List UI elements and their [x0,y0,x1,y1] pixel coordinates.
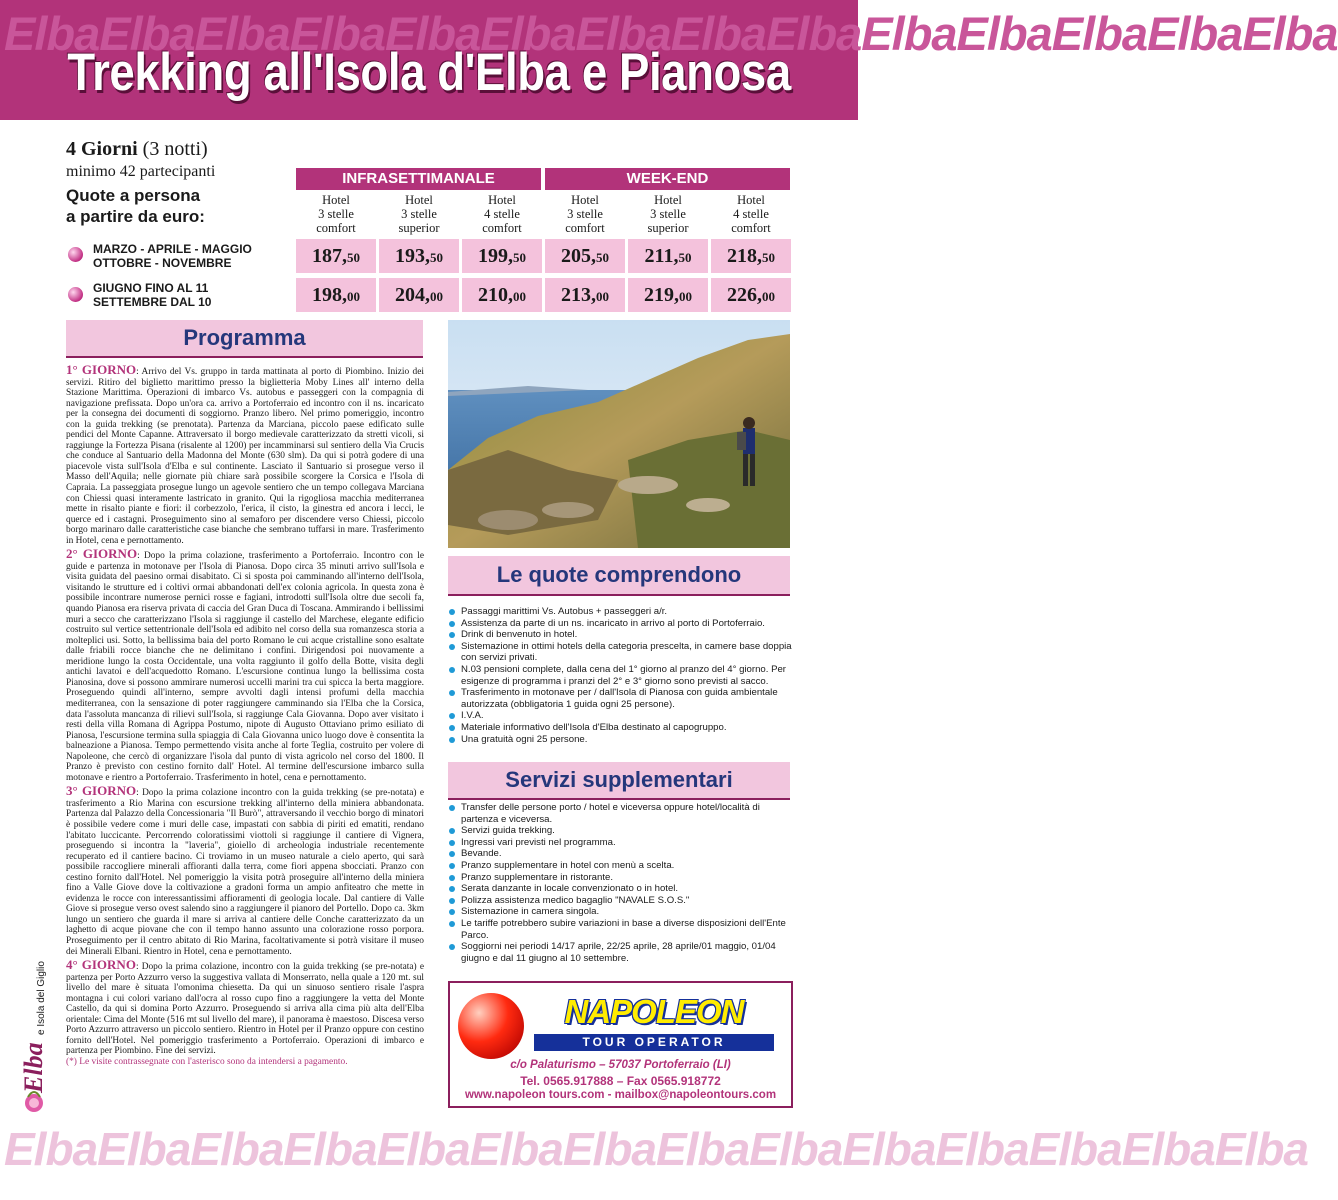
price-cell: 211,50 [628,239,708,273]
list-item: Polizza assistenza medico bagaglio "NAVALE S.O.S." [449,895,793,907]
list-item: Serata danzante in locale convenzionato o in hotel. [449,883,793,895]
day-paragraph: 4° GIORNO: Dopo la prima colazione, incontro con la guida trekking (se pre-notata) e partenza per Porto Azzurro verso la suggestiva vallata di Monserrato, nella quale a 120 mt. sul livello del mare è situata l'omonima chiesetta. Da qui un sinuoso sentiero risale l'aspra montagna i cui colori variano dall'ocra al rosso cupo fino a raggiungere la vetta del Monte Castello, da qui si domina Porto Azzurro. Proseguendo si arriva alla cima più alta dell'Elba orientale: Cima del Monte (516 mt sul livello del mare), il panorama è maestoso. Discesa verso Porto Azzurro attraverso un piccolo sentiero. Rientro in Hotel per il Pranzo oppure con cestino fornito dell'Hotel. Nel pomeriggio trasferimento a Portoferraio. Operazioni di imbarco e partenza per Piombino. Fine dei servizi. (*) Le visite contrassegnate con l'asterisco sono da intendersi a pagamento. [66,957,424,1067]
price-cell: 205,50 [545,239,625,273]
header-banner [0,0,1338,120]
column-header: Hotel 3 stelle superior [647,193,689,235]
list-item: Materiale informativo dell'Isola d'Elba destinato al capogruppo. [449,722,793,734]
list-item: Ingressi vari previsti nel programma. [449,837,793,849]
list-item: Pranzo supplementare in hotel con menù a scelta. [449,860,793,872]
day-paragraph: 3° GIORNO: Dopo la prima colazione incontro con la guida trekking (se pre-notata) e trasferimento a Rio Marina con escursione trekking all'interno della miniera abbandonata. Partenza dal Palazzo della Concessionaria "Il Burò", attraversando il vecchio borgo di minatori è possibile vedere come i muri delle case, impastati con sabbia di piriti ed ematiti, rendano l'abitato luccicante. Percorrendo coloratissimi viottoli si raggiunge il cantiere di Vignera, proseguendo si incontra la "laveria", gioiello di archeologia industriale recentemente recuperato ed il cantiere bacino. Ci troviamo in un museo naturale a cielo aperto, qui sarà possibile raccogliere minerali affioranti dalla terra, come fiori appena sbocciati. Pranzo con cestino fornito dall'Hotel. Nel pomeriggio la visita potrà proseguire all'interno della miniera fino a Valle Giove dove la coltivazione a gradoni forma un ampio anfiteatro che mette in evidenza le rocce con interessantissimi affioramenti di geologia locale. Dal cantiere di Valle Giove si prosegue verso ovest salendo sino a raggiungere il pianoro del Portello. Dopo ca. 3km lungo un sentiero che guarda il mare si arriva al cantiere delle Conche caratterizzato da un laghetto di acque piovane che con il tempo hanno assunto una colorazione rosso porpora. Proseguimento per il centro abitato di Rio Marina, facoltativamente si potrà visitare il museo dei Minerali Elbani. Rientro in Hotel, cena e pernottamento. [66,783,424,957]
price-cell: 213,00 [545,278,625,312]
elba-logo-main: Elba [19,1042,48,1093]
programma-text [66,362,425,1071]
list-item: Servizi guida trekking. [449,825,793,837]
list-item: N.03 pensioni complete, dalla cena del 1° giorno al pranzo del 4° giorno. Per esigenze di programma i pranzi del 2° e 3° giorno sono previsti al sacco. [449,664,793,687]
min-participants: minimo 42 partecipanti [66,163,216,180]
tour-operator-box [448,981,793,1108]
elba-logo [20,915,64,1115]
list-item: Transfer delle persone porto / hotel e viceversa oppure hotel/località di partenza e viceversa. [449,802,793,825]
day-paragraph: 1° GIORNO: Arrivo del Vs. gruppo in tarda mattinata al porto di Piombino. Inizio dei servizi. Ritiro del biglietto marittimo presso la biglietteria Moby Lines all' interno della Stazione Marittima. Operazioni di imbarco Vs. autobus e passeggeri con la compagnia di navigazione prefissata. Dopo un'ora ca. arrivo a Portoferraio ed incontro con il ns. incaricato per la consegna dei documenti di soggiorno. Pranzo libero. Nel primo pomeriggio, incontro con la guida trekking (se prenotata). Partenza da Marciana, piccolo paese edificato sulle pendici del Monte Capanne. Attraversato il borgo medievale caratterizzato da stretti vicoli, si raggiunge la Fortezza Pisana (risalente al 1200) per incamminarsi sul sentiero della Via Crucis che conduce al Santuario della Madonna del Monte (630 slm). Da qui si potrà godere di una piacevole vista sull'Isola d'Elba e sul continente. Lasciato il Santuario si prosegue verso il Masso dell'Aquila; nelle giornate più chiare sarà possibile scorgere la Corsica e l'Isola di Capraia. La passeggiata prosegue lungo un agevole sentiero che un tempo collegava Marciana con Chiessi quasi interamente lastricato in granito. Qui la rigogliosa macchia mediterranea mette in risalto piante e fiori: il corbezzolo, l'erica, il cisto, la ginestra ed ancora i lecci, le querce ed i castagni. Proseguimento sino al semaforo per discendere verso Chiessi, piccolo borgo marinaro dalle caratteristiche case bianche che sembrano tuffarsi in mare. Trasferimento in Hotel, cena e pernottamento. [66,362,424,546]
column-header: Hotel 4 stelle comfort [731,193,771,235]
column-header: Hotel 4 stelle comfort [482,193,522,235]
footer-background-text: ElbaElbaElbaElbaElbaElbaElbaElbaElbaElbaElbaElbaElbaElba [4,1123,1309,1175]
list-item: Passaggi marittimi Vs. Autobus + passeggeri a/r. [449,606,793,618]
list-item: Le tariffe potrebbero subire variazioni in base a diverse disposizioni dell'Ente Parco. [449,918,793,941]
page-title: Trekking all'Isola d'Elba e Pianosa [67,43,791,102]
elba-logo-sub: e Isola del Giglio [36,961,47,1035]
price-cell: 193,50 [379,239,459,273]
bullet-ball-icon [68,247,83,262]
column-header: Hotel 3 stelle comfort [316,193,356,235]
day-heading: 1° GIORNO [66,362,137,377]
nights-label: (3 notti) [142,138,208,160]
price-cell: 210,00 [462,278,542,312]
duration [66,138,208,161]
list-item: Trasferimento in motonave per / dall'Isola di Pianosa con guida ambientale autorizzata (obbligatoria 1 guida ogni 25 persone). [449,687,793,710]
operator-name: NAPOLEON [564,993,744,1030]
quote-heading [66,185,205,227]
section-heading-quote-comprendono: Le quote comprendono [448,556,790,596]
list-item: Assistenza da parte di un ns. incaricato in arrivo al porto di Portoferraio. [449,618,793,630]
operator-web[interactable]: www.napoleon tours.com - mailbox@napoleontours.com [464,1089,777,1101]
price-cell: 219,00 [628,278,708,312]
price-cell: 199,50 [462,239,542,273]
price-cell: 198,00 [296,278,376,312]
day-heading: 2° GIORNO [66,546,138,562]
header-background-text: ElbaElbaElbaElbaElbaElbaElbaElbaElbaElbaElbaElbaElbaElba [4,7,1338,60]
price-cell: 187,50 [296,239,376,273]
list-item: Sistemazione in ottimi hotels della categoria prescelta, in camere base doppia con servizi privati. [449,641,793,664]
red-sphere-logo-icon [458,993,524,1059]
list-item: Bevande. [449,848,793,860]
operator-address: c/o Palaturismo – 57037 Portoferraio (LI) [510,1059,731,1071]
quote-line-1: Quote a persona [66,186,201,205]
section-heading-servizi-supplementari: Servizi supplementari [448,762,790,800]
column-header: Hotel 3 stelle comfort [565,193,605,235]
operator-subtitle: TOUR OPERATOR [534,1034,774,1051]
days-label: 4 Giorni [66,138,138,160]
included-list [449,606,793,745]
list-item: I.V.A. [449,710,793,722]
period-label: MARZO - APRILE - MAGGIO OTTOBRE - NOVEMBRE [93,242,252,270]
footnote: (*) Le visite contrassegnate con l'asterisco sono da intendersi a pagamento. [66,1057,348,1067]
bullet-ball-icon [68,287,83,302]
section-heading-programma: Programma [66,320,423,358]
extra-services-list [449,802,793,964]
list-item: Soggiorni nei periodi 14/17 aprile, 22/25 aprile, 28 aprile/01 maggio, 01/04 giugno e dal 11 giugno al 10 settembre. [449,941,793,964]
trekking-photo [448,320,790,548]
price-cell: 226,00 [711,278,791,312]
group-weekend: WEEK-END [545,168,790,190]
period-label: GIUGNO FINO AL 11 SETTEMBRE DAL 10 [93,281,212,309]
quote-line-2: a partire da euro: [66,207,205,226]
price-cell: 204,00 [379,278,459,312]
day-heading: 4° GIORNO [66,957,136,973]
list-item: Sistemazione in camera singola. [449,906,793,918]
column-header: Hotel 3 stelle superior [398,193,440,235]
day-paragraph: 2° GIORNO: Dopo la prima colazione, trasferimento a Portoferraio. Incontro con le guide e partenza in motonave per l'Isola di Pianosa. Dopo circa 35 minuti arrivo sull'Isola e visita guidata del paesino ormai disabitato. Ci si sposta poi camminando all'interno dell'Isola, visitando le strutture ed i coltivi ormai abbandonati dell'ex colonia agricola. In questa zona è possibile incontrare numerose pernici rosse e fagiani, introdotti sull'Isola oltre due secoli fa, quando Pianosa era riserva privata di caccia del Gran Duca di Toscana. Ammirando i bellissimi muri a secco che caratterizzano l'Isola si raggiunge il castello del Marchese, elegante edificio costruito sul vertice settentrionale dell'Isola ed adibito nel corso della sua romanzesca storia a molteplici usi. Sotto, la bellissima baia del porto Romano le cui acque cristalline sono esaltate dalle friabili rocce bianche che ne delimitano i confini. Dirigendosi poi nuovamente a meridione lungo la costa Occidentale, una volta raggiunto il golfo della Botte, visita degli antichi lavatoi e dell'acquedotto Romano. L'escursione continua lungo la bellissima costa Pianosina, dove si possono ammirare numerosi uccelli marini tra cui spicca la berta maggiore. Proseguendo quindi all'interno, sempre avvolti dagli intensi profumi della macchia mediterranea, con la sensazione di poter raggiungere camminando sia l'Elba che la Corsica, data l'assoluta mancanza di rilievi sull'Isola, si raggiunge Cala Giovanna. Dopo aver visitato i resti della villa Romana di Agrippa Postumo, nipote di Augusto Ottaviano primo esiliato di Pianosa, l'escursione termina sulla spiaggia di Cala Giovanna unico luogo dove è consentita la balneazione a Pianosa. Tempo permettendo visita anche al forte Teglia, costruito per volere di Napoleone, che cercò di organizzare l'isola dal punto di vista agricolo nel corso del 1800. Il Pranzo è previsto con cestino fornito dall' Hotel. Al termine dell'escursione imbarco sulla motonave e rientro a Portoferraio. Trasferimento in hotel, cena e pernottamento. [66,546,425,783]
operator-phone: Tel. 0565.917888 – Fax 0565.918772 [520,1074,721,1088]
price-cell: 218,50 [711,239,791,273]
list-item: Pranzo supplementare in ristorante. [449,872,793,884]
list-item: Una gratuità ogni 25 persone. [449,734,793,746]
day-heading: 3° GIORNO [66,783,137,799]
group-infrasettimanale: INFRASETTIMANALE [296,168,541,190]
list-item: Drink di benvenuto in hotel. [449,629,793,641]
